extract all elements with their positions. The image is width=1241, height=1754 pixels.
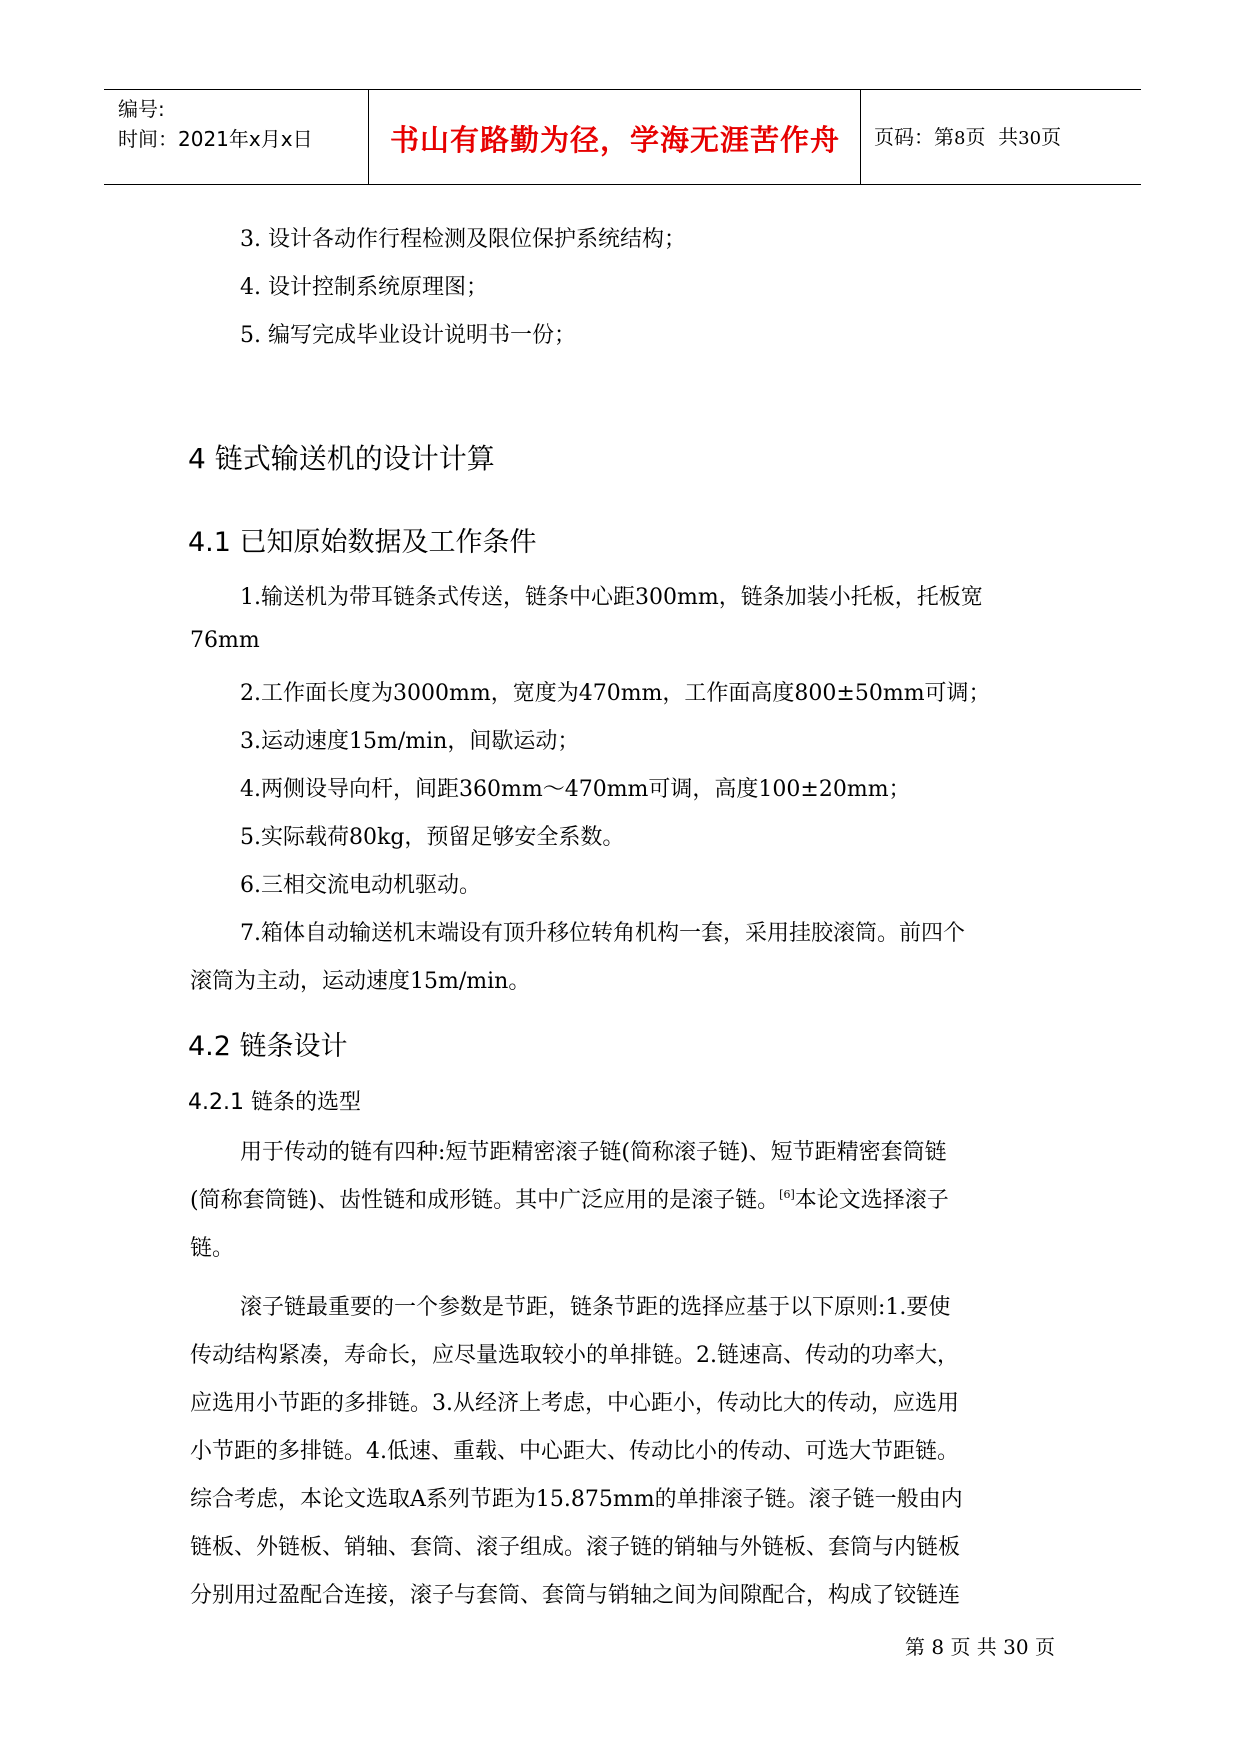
paragraph-text: (简称套筒链)、齿性链和成形链。其中广泛应用的是滚子链。 bbox=[190, 1188, 780, 1213]
header-divider bbox=[860, 90, 861, 184]
paragraph-line: 链。 bbox=[190, 1236, 235, 1261]
condition-line: 5.实际载荷80kg，预留足够安全系数。 bbox=[240, 825, 625, 850]
subsection-heading: 4.1 已知原始数据及工作条件 bbox=[188, 527, 537, 558]
document-header bbox=[104, 89, 1141, 185]
list-item: 3. 设计各动作行程检测及限位保护系统结构； bbox=[240, 227, 686, 252]
time-label: 时间：2021年x月x日 bbox=[118, 127, 313, 151]
condition-line: 7.箱体自动输送机末端设有顶升移位转角机构一套，采用挂胶滚筒。前四个 bbox=[240, 921, 965, 946]
header-left bbox=[118, 94, 313, 154]
list-item: 4. 设计控制系统原理图； bbox=[240, 275, 488, 300]
header-motto: 书山有路勤为径，学海无涯苦作舟 bbox=[389, 123, 840, 157]
paragraph-line: 应选用小节距的多排链。3.从经济上考虑，中心距小，传动比大的传动，应选用 bbox=[190, 1391, 959, 1416]
list-item: 5. 编写完成毕业设计说明书一份； bbox=[240, 323, 576, 348]
paragraph-line: 分别用过盈配合连接，滚子与套筒、套筒与销轴之间为间隙配合，构成了铰链连 bbox=[190, 1583, 961, 1608]
page-suffix: 页 bbox=[1041, 125, 1062, 149]
paragraph-line: 综合考虑，本论文选取A系列节距为15.875mm的单排滚子链。滚子链一般由内 bbox=[190, 1487, 963, 1512]
paragraph-line: 滚子链最重要的一个参数是节距，链条节距的选择应基于以下原则:1.要使 bbox=[240, 1295, 951, 1320]
subsection-heading: 4.2 链条设计 bbox=[188, 1031, 348, 1062]
header-page-info bbox=[874, 121, 1061, 150]
condition-line: 2.工作面长度为3000mm，宽度为470mm，工作面高度800±50mm可调； bbox=[240, 681, 991, 706]
paragraph-line: 链板、外链板、销轴、套筒、滚子组成。滚子链的销轴与外链板、套筒与内链板 bbox=[190, 1535, 961, 1560]
header-divider bbox=[368, 90, 369, 184]
condition-line: 76mm bbox=[190, 628, 260, 653]
page-mid: 页 共 bbox=[965, 125, 1019, 149]
condition-line: 3.运动速度15m/min，间歇运动； bbox=[240, 729, 580, 754]
page-total: 30 bbox=[1018, 128, 1042, 149]
section-heading: 4 链式输送机的设计计算 bbox=[188, 442, 495, 475]
paragraph-text: 本论文选择滚子 bbox=[794, 1188, 949, 1213]
condition-line: 6.三相交流电动机驱动。 bbox=[240, 873, 481, 898]
citation-ref: [6] bbox=[779, 1188, 795, 1201]
condition-line: 1.输送机为带耳链条式传送，链条中心距300mm，链条加装小托板，托板宽 bbox=[240, 585, 983, 610]
paragraph-line: 传动结构紧凑，寿命长，应尽量选取较小的单排链。2.链速高、传动的功率大， bbox=[190, 1343, 959, 1368]
page-prefix: 页码：第 bbox=[874, 125, 954, 149]
paragraph-line: 用于传动的链有四种:短节距精密滚子链(简称滚子链)、短节距精密套筒链 bbox=[240, 1140, 947, 1165]
page-footer: 第 8 页 共 30 页 bbox=[905, 1635, 1055, 1659]
page-number: 8 bbox=[954, 128, 966, 149]
number-label: 编号: bbox=[118, 97, 165, 121]
subsubsection-heading: 4.2.1 链条的选型 bbox=[188, 1090, 361, 1115]
condition-line: 4.两侧设导向杆，间距360mm～470mm可调，高度100±20mm； bbox=[240, 777, 911, 802]
paragraph-line: 小节距的多排链。4.低速、重载、中心距大、传动比小的传动、可选大节距链。 bbox=[190, 1439, 959, 1464]
paragraph-line bbox=[190, 1183, 949, 1214]
condition-line: 滚筒为主动，运动速度15m/min。 bbox=[190, 969, 531, 994]
